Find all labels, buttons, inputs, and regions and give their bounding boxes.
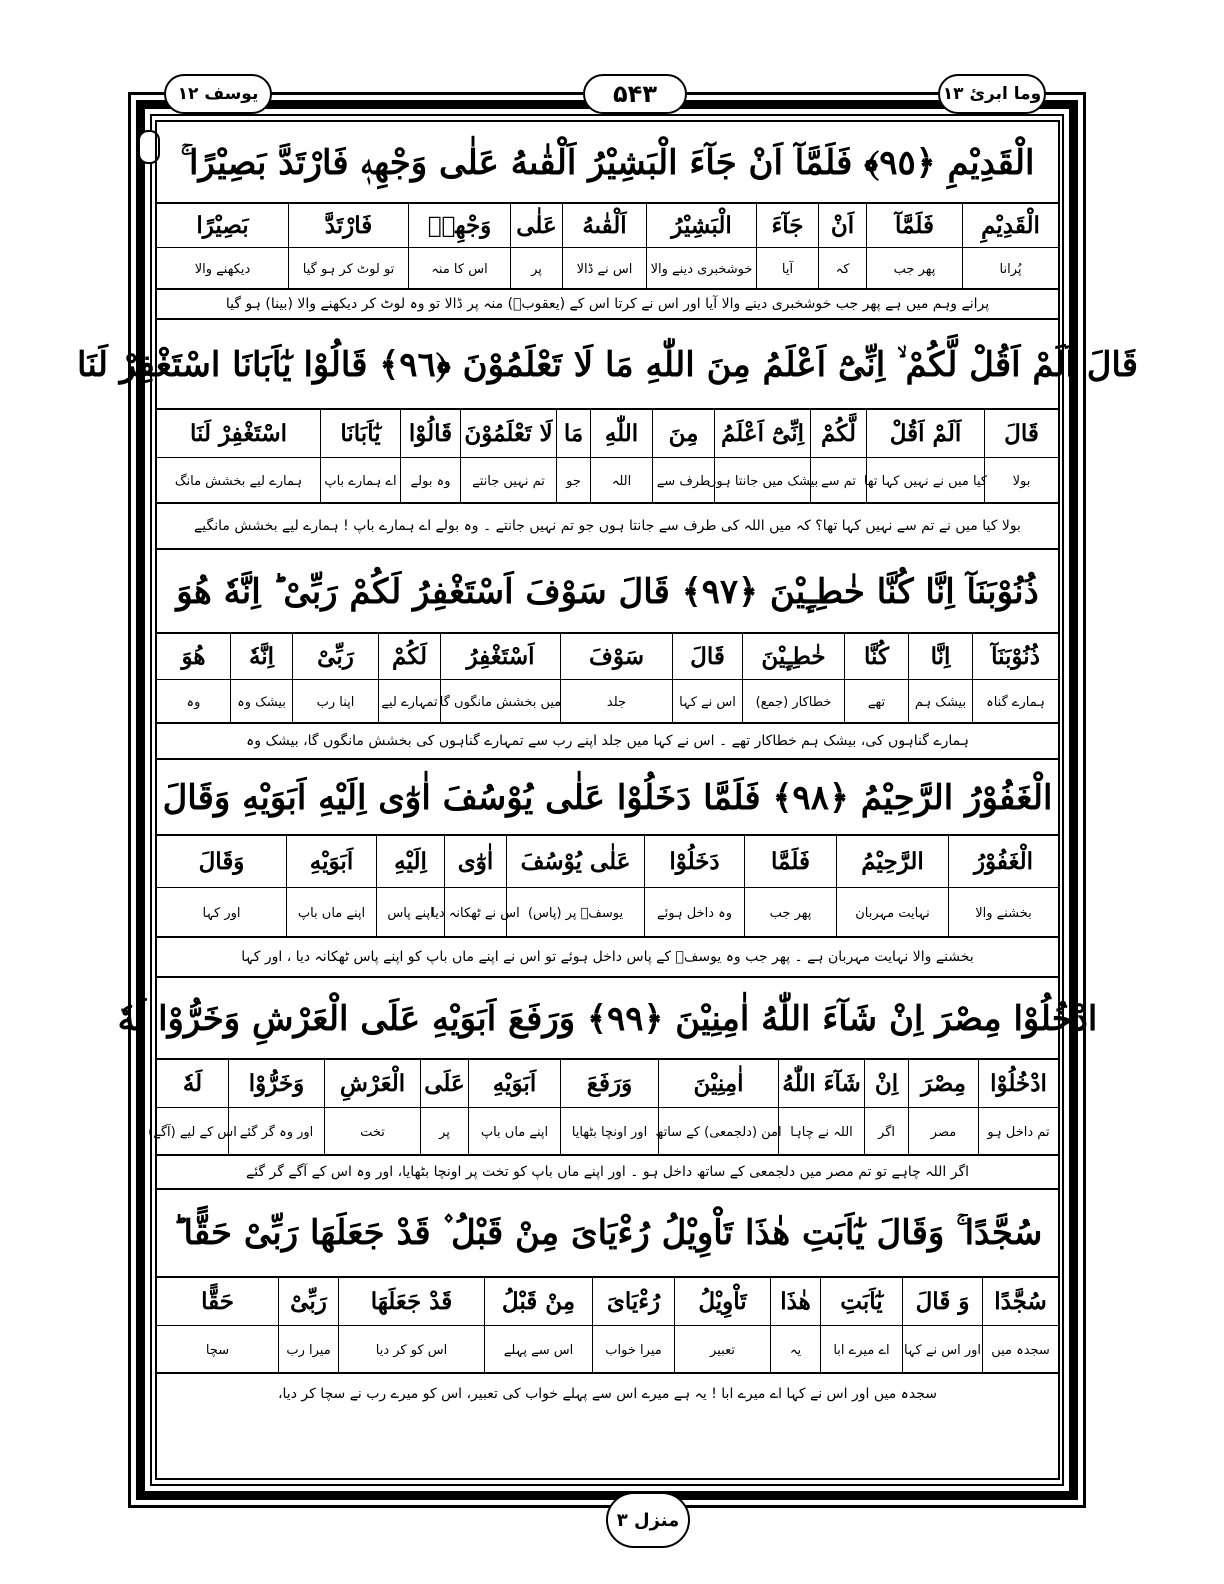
word-cell: كُنَّا xyxy=(844,634,908,679)
word-cell: لَا تَعْلَمُوْنَ xyxy=(460,410,556,457)
meaning-cell: جلد xyxy=(560,680,672,724)
word-cell: مِنَ xyxy=(652,410,714,457)
word-cell: عَلٰى xyxy=(510,204,562,247)
surah-label: یوسف ۱۲ xyxy=(164,74,272,114)
word-cell: خٰطِـِٕيْنَ xyxy=(742,634,844,679)
translation-line: بخشنے والا نہایت مہربان ہے ۔ پھر جب وہ یوسفؑ کے پاس داخل ہوئے تو اس نے اپنے ماں باپ کو اپنے پاس ٹھکانہ دیا ، اور کہا xyxy=(157,938,1058,978)
page-content xyxy=(76,120,1139,1480)
meaning-cell: اپنے ماں باپ xyxy=(468,1108,560,1156)
meaning-cell: ہمارے لیے بخشش مانگ xyxy=(174,473,303,489)
meaning-cell: اس نے ڈالا xyxy=(562,248,646,290)
word-grid xyxy=(148,1058,1058,1156)
word-cell: اِنَّهٗ xyxy=(230,634,292,679)
meaning-cell: اور اونچا بٹھایا xyxy=(560,1108,658,1156)
word-cell: قَدْ جَعَلَهَا xyxy=(338,1278,484,1325)
translation-line: اگر اللہ چاہے تو تم مصر میں دلجمعی کے ساتھ داخل ہو ۔ اور اپنے ماں باپ کو تخت پر اونچا بٹھایا، اور وہ اس کے آگے گر گئے xyxy=(157,1156,1058,1190)
word-cell: اِنَّا xyxy=(908,634,972,679)
meaning-cell: بولا xyxy=(984,458,1058,504)
meaning-cell: بیشک ہم xyxy=(908,680,972,724)
word-cell: سُجَّدًا xyxy=(982,1278,1058,1325)
word-cell: عَلَى xyxy=(420,1060,468,1107)
word-cell: لَهٗ xyxy=(182,1070,203,1097)
meaning-cell: اے میرے ابا xyxy=(820,1326,902,1374)
translation-line: پرانے وہم میں ہے پھر جب خوشخبری دینے والا آیا اور اس نے کرتا اس کے (یعقوبؑ) منہ پر ڈالا تو وہ لوٹ کر دیکھنے والا (بینا) ہو گیا xyxy=(157,290,1058,320)
meaning-cell: مصر xyxy=(908,1108,978,1156)
meaning-cell: اللہ نے چاہا xyxy=(778,1108,864,1156)
word-cell: الْغَفُوْرُ xyxy=(948,836,1058,887)
meaning-cell: میرا خواب xyxy=(592,1326,674,1374)
word-cell: اٰمِنِيْنَ xyxy=(658,1060,778,1107)
word-cell: يٰٓاَبَانَا xyxy=(320,410,400,457)
meaning-cell: کہ xyxy=(818,248,866,290)
meaning-cell: کیا میں نے نہیں کہا تھا xyxy=(866,458,984,504)
verse-section xyxy=(157,760,1058,978)
meaning-cell: دیکھنے والا xyxy=(194,261,251,277)
ayah-line: قَالَ اَلَمْ اَقُلْ لَّكُمْ ۙ اِنِّىْٓ اَعْلَمُ مِنَ اللّٰهِ مَا لَا تَعْلَمُوْنَ ﴿٩٦﴾ قَالُوْا يٰٓاَبَانَا اسْتَغْفِرْ لَنَا xyxy=(76,344,1139,385)
word-cell: وَ قَالَ xyxy=(902,1278,982,1325)
meaning-cell: بیشک میں جانتا ہوں xyxy=(714,458,810,504)
meaning-cell: اس کا منہ xyxy=(408,248,510,290)
word-cell: الْقَدِيْمِ xyxy=(962,204,1058,247)
word-cell: اِنْ xyxy=(864,1060,908,1107)
word-cell: اٰوٰٓى xyxy=(444,836,506,887)
meaning-cell: تمہارے لیے xyxy=(378,680,440,724)
meaning-cell: اپنے پاس xyxy=(376,888,444,938)
meaning-cell: میں بخشش مانگوں گا xyxy=(440,680,560,724)
word-cell: الرَّحِيْمُ xyxy=(836,836,948,887)
word-cell: قَالَ xyxy=(672,634,742,679)
word-cell: شَآءَ اللّٰهُ xyxy=(778,1060,864,1107)
word-grid xyxy=(157,1276,1058,1374)
word-cell: ذُنُوْبَنَآ xyxy=(972,634,1058,679)
meaning-cell: جو xyxy=(556,458,590,504)
meaning-cell: بیشک وہ xyxy=(230,680,292,724)
meaning-cell: امن (دلجمعی) کے ساتھ xyxy=(658,1108,778,1156)
ayah-line: الْقَدِيْمِ ﴿٩٥﴾ فَلَمَّآ اَنْ جَآءَ الْبَشِيْرُ اَلْقٰىهُ عَلٰى وَجْهِهٖ فَارْتَدَّ بَصِيْرًا ۚ xyxy=(180,142,1035,183)
word-cell: حَقًّا xyxy=(201,1288,234,1315)
word-cell: اِنِّىْٓ اَعْلَمُ xyxy=(714,410,810,457)
translation-line: ہمارے گناہوں کی، بیشک ہم خطاکار تھے ۔ اس نے کہا میں جلد اپنے رب سے تمہارے گناہوں کی بخشش مانگوں گا، بیشک وہ xyxy=(157,724,1058,760)
meaning-cell: تو لوٹ کر ہو گیا xyxy=(288,248,408,290)
ayah-line: ادْخُلُوْا مِصْرَ اِنْ شَآءَ اللّٰهُ اٰمِنِيْنَ ﴿٩٩﴾ وَرَفَعَ اَبَوَيْهِ عَلَى الْعَرْشِ وَخَرُّوْا لَهٗ xyxy=(117,998,1098,1039)
meaning-cell: نہایت مہربان xyxy=(836,888,948,938)
meaning-cell: اس نے ٹھکانہ دیا xyxy=(444,888,506,938)
word-cell: بَصِيْرًا xyxy=(196,212,249,239)
word-cell: تَاْوِيْلُ xyxy=(674,1278,770,1325)
meaning-cell: تخت xyxy=(324,1108,420,1156)
word-cell: وَقَالَ xyxy=(198,848,245,875)
meaning-cell: پھر جب xyxy=(866,248,962,290)
word-cell: جَآءَ xyxy=(756,204,818,247)
word-cell: الْعَرْشِ xyxy=(324,1060,420,1107)
word-grid xyxy=(157,834,1058,938)
word-cell: دَخَلُوْا xyxy=(644,836,744,887)
meaning-cell: پر xyxy=(420,1108,468,1156)
meaning-cell: تعبیر xyxy=(674,1326,770,1374)
meaning-cell: اللہ xyxy=(590,458,652,504)
word-cell: لَّكُمْ xyxy=(810,410,866,457)
page-number: ۵۴۳ xyxy=(583,74,687,114)
word-cell: مِصْرَ xyxy=(908,1060,978,1107)
para-label: وما ابرئ ۱۳ xyxy=(938,74,1046,114)
word-cell: رَبِّىْ xyxy=(278,1278,338,1325)
translation-line: سجدہ میں اور اس نے کہا اے میرے ابا ! یہ ہے میرے اس سے پہلے خواب کی تعبیر، اس کو میرے رب نے سچا کر دیا، xyxy=(278,1386,937,1402)
word-cell: فَارْتَدَّ xyxy=(288,204,408,247)
meaning-cell: اپنا رب xyxy=(292,680,378,724)
meaning-cell: اس کے لیے (آگے) xyxy=(148,1124,237,1140)
word-cell: وَرَفَعَ xyxy=(560,1060,658,1107)
word-cell: فَلَمَّا xyxy=(744,836,836,887)
word-cell: رُءْيَاىَ xyxy=(592,1278,674,1325)
meaning-cell: بخشنے والا xyxy=(948,888,1058,938)
word-cell: اِلَيْهِ xyxy=(376,836,444,887)
meaning-cell: خطاکار (جمع) xyxy=(742,680,844,724)
word-cell: هٰذَا xyxy=(770,1278,820,1325)
meaning-cell: میرا رب xyxy=(278,1326,338,1374)
meaning-cell: اور وہ گر گئے xyxy=(228,1108,324,1156)
meaning-cell: خوشخبری دینے والا xyxy=(646,248,756,290)
meaning-cell: وہ بولے xyxy=(400,458,460,504)
word-cell: فَلَمَّآ xyxy=(866,204,962,247)
meaning-cell: پر xyxy=(510,248,562,290)
meaning-cell: تم سے xyxy=(810,458,866,504)
word-cell: هُوَ xyxy=(181,643,206,670)
meaning-cell: یوسفؑ پر (پاس) xyxy=(506,888,644,938)
word-cell: اَبَوَيْهِ xyxy=(286,836,376,887)
word-cell: مِنْ قَبْلُ xyxy=(484,1278,592,1325)
translation-line: بولا کیا میں نے تم سے نہیں کہا تھا؟ کہ میں اللہ کی طرف سے جانتا ہوں جو تم نہیں جانتے ۔ وہ بولے اے ہمارے باپ ! ہمارے لیے بخشش مانگیے xyxy=(157,504,1058,550)
meaning-cell: اپنے ماں باپ xyxy=(286,888,376,938)
verse-section xyxy=(157,550,1058,760)
meaning-cell: اس نے کہا xyxy=(672,680,742,724)
word-cell: قَالَ xyxy=(984,410,1058,457)
meaning-cell: اور اس نے کہا xyxy=(902,1326,982,1374)
word-cell: عَلٰى يُوْسُفَ xyxy=(506,836,644,887)
meaning-cell: یہ xyxy=(770,1326,820,1374)
word-cell: اللّٰهِ xyxy=(590,410,652,457)
meaning-cell: سچا xyxy=(205,1342,230,1358)
ayah-line: سُجَّدًا ۚ وَقَالَ يٰٓاَبَتِ هٰذَا تَاْوِيْلُ رُءْيَاىَ مِنْ قَبْلُ ۫ قَدْ جَعَلَهَا رَبِّىْ حَقًّا ؕ xyxy=(172,1213,1043,1253)
meaning-cell: تم نہیں جانتے xyxy=(460,458,556,504)
meaning-cell: تھے xyxy=(844,680,908,724)
word-grid xyxy=(157,408,1058,504)
word-cell: وَجْهِهٖ xyxy=(408,204,510,247)
word-cell: سَوْفَ xyxy=(560,634,672,679)
meaning-cell: اس کو کر دیا xyxy=(338,1326,484,1374)
word-cell: اَسْتَغْفِرُ xyxy=(440,634,560,679)
word-cell: مَا xyxy=(556,410,590,457)
meaning-cell: اگر xyxy=(864,1108,908,1156)
word-cell: يٰٓاَبَتِ xyxy=(820,1278,902,1325)
meaning-cell: وہ xyxy=(186,694,201,710)
word-grid xyxy=(157,202,1058,290)
word-cell: رَبِّىْ xyxy=(292,634,378,679)
meaning-cell: سجدہ میں xyxy=(982,1326,1058,1374)
ayah-line: الْغَفُوْرُ الرَّحِيْمُ ﴿٩٨﴾ فَلَمَّا دَخَلُوْا عَلٰى يُوْسُفَ اٰوٰٓى اِلَيْهِ اَبَوَيْهِ وَقَالَ xyxy=(162,777,1053,818)
word-cell: قَالُوْا xyxy=(400,410,460,457)
word-cell: اَلْقٰىهُ xyxy=(562,204,646,247)
verse-section xyxy=(117,978,1098,1190)
verse-section xyxy=(157,122,1058,320)
word-cell: لَكُمْ xyxy=(378,634,440,679)
word-cell: اسْتَغْفِرْ لَنَا xyxy=(190,420,287,447)
verse-section xyxy=(157,1190,1058,1420)
word-cell: اَنْ xyxy=(818,204,866,247)
meaning-cell: اے ہمارے باپ xyxy=(320,458,400,504)
meaning-cell: پھر جب xyxy=(744,888,836,938)
word-cell: وَخَرُّوْا xyxy=(228,1060,324,1107)
meaning-cell: طرف سے xyxy=(652,458,714,504)
word-grid xyxy=(157,632,1058,724)
word-cell: اَبَوَيْهِ xyxy=(468,1060,560,1107)
meaning-cell: ہمارے گناہ xyxy=(972,680,1058,724)
word-cell: الْبَشِيْرُ xyxy=(646,204,756,247)
meaning-cell: آیا xyxy=(756,248,818,290)
meaning-cell: اور کہا xyxy=(202,905,241,921)
manzil-label: منزل ۳ xyxy=(606,1492,690,1548)
meaning-cell: پُرانا xyxy=(962,248,1058,290)
meaning-cell: وہ داخل ہوئے xyxy=(644,888,744,938)
ayah-line: ذُنُوْبَنَآ اِنَّا كُنَّا خٰطِـِٕيْنَ ﴿٩٧﴾ قَالَ سَوْفَ اَسْتَغْفِرُ لَكُمْ رَبِّىْ ؕ اِنَّهٗ هُوَ xyxy=(176,571,1039,612)
word-cell: ادْخُلُوْا xyxy=(978,1060,1058,1107)
word-cell: اَلَمْ اَقُلْ xyxy=(866,410,984,457)
verse-section xyxy=(76,320,1139,550)
meaning-cell: اس سے پہلے xyxy=(484,1326,592,1374)
meaning-cell: تم داخل ہو xyxy=(978,1108,1058,1156)
